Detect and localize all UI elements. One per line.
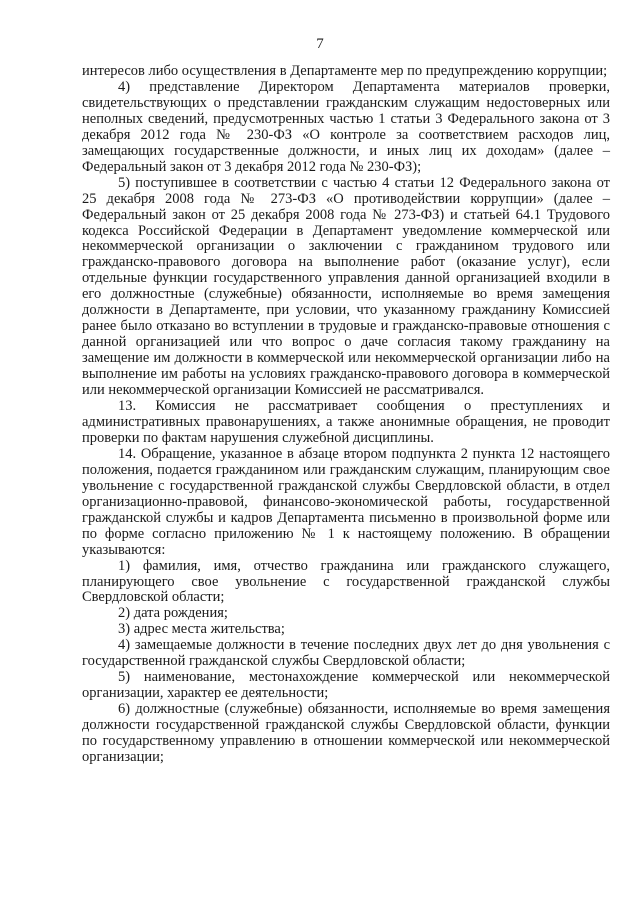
paragraph-14: 14. Обращение, указанное в абзаце втором подпункта 2 пункта 12 настоящего положения, подается гражданином или гражданским служащим, планирующим свое увольнение с государственной гражданской службы Свердловской области, в отдел организационно-правовой, финансово-экономической работы, государственной гражданской службы и кадров Департамента письменно в произвольной форме или по форме согласно приложению № 1 к настоящему положению. В обращении указываются: <box>82 445 610 558</box>
document-body <box>82 64 610 766</box>
list-item-3: 3) адрес места жительства; <box>118 621 285 638</box>
paragraph-continuation: интересов либо осуществления в Департаменте мер по предупреждению коррупции; <box>82 63 608 79</box>
list-item-2: 2) дата рождения; <box>118 605 228 622</box>
paragraph-13: 13. Комиссия не рассматривает сообщения о преступлениях и административных правонарушениях, а также анонимные обращения, не проводит проверки по фактам нарушения служебной дисциплины. <box>82 398 610 446</box>
paragraph-item-5: 5) поступившее в соответствии с частью 4 статьи 12 Федерального закона от 25 декабря 2008 года № 273-ФЗ «О противодействии коррупции» (далее – Федеральный закон от 25 декабря 2008 года № 273-ФЗ) и статьей 64.1 Трудового кодекса Российской Федерации в Департамент уведомление коммерческой или некоммерческой организации о заключении с гражданином трудового или гражданско-правового договора на выполнение работ (оказание услуг), если отдельные функции государственного управления данной организацией входили в его должностные (служебные) обязанности, исполняемые во время замещения должности в Департаменте, при условии, что указанному гражданину Комиссией ранее было отказано во вступлении в трудовые и гражданско-правовые отношения с данной организацией или что вопрос о даче согласия такому гражданину на замещение им должности в коммерческой или некоммерческой организации либо на выполнение им работы на условиях гражданско-правового договора в коммерческой или некоммерческой организации Комиссией не рассматривался. <box>82 174 610 399</box>
list-item-1: 1) фамилия, имя, отчество гражданина или гражданского служащего, планирующего свое увольнение с государственной гражданской службы Свердловской области; <box>82 557 610 606</box>
list-item-5: 5) наименование, местонахождение коммерческой или некоммерческой организации, характер ее деятельности; <box>82 669 610 702</box>
page-number: 7 <box>316 36 324 52</box>
paragraph-item-4: 4) представление Директором Департамента материалов проверки, свидетельствующих о представлении гражданским служащим недостоверных или неполных сведений, предусмотренных частью 1 статьи 3 Федерального закона от 3 декабря 2012 года № 230-ФЗ «О контроле за соответствием расходов лиц, замещающих государственные должности, и иных лиц их доходам» (далее – Федеральный закон от 3 декабря 2012 года № 230-ФЗ); <box>82 78 610 175</box>
list-item-4: 4) замещаемые должности в течение последних двух лет до дня увольнения с государственной гражданской службы Свердловской области; <box>82 637 610 670</box>
list-item-6: 6) должностные (служебные) обязанности, исполняемые во время замещения должности государственной гражданской службы Свердловской области, функции по государственному управлению в отношении коммерческой или некоммерческой организации; <box>82 701 610 765</box>
